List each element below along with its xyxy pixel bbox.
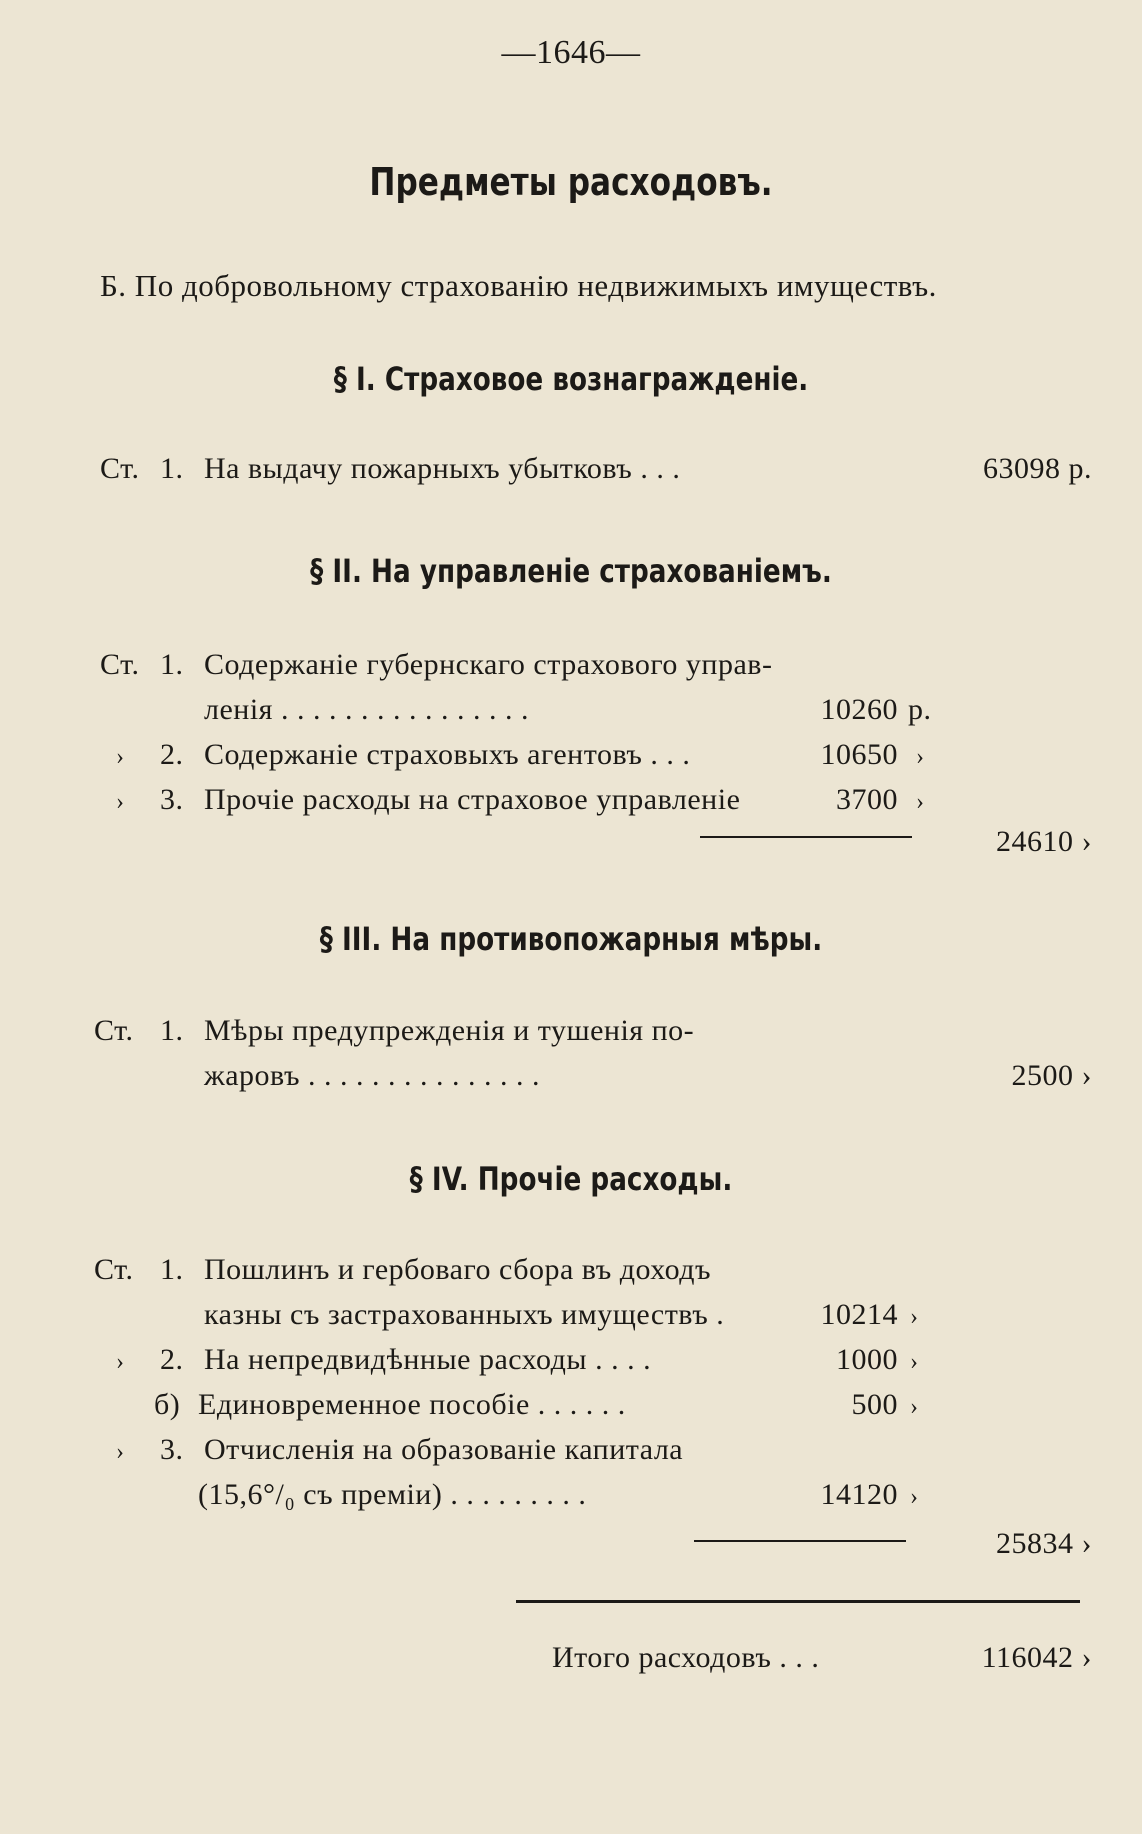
section-heading-4: § IV. Прочіе расходы. [409,1160,733,1198]
item-text: Отчисленія на образованіе капитала [204,1433,684,1466]
item-prefix: Ст. [94,1014,134,1047]
ditto-mark: › [910,1304,919,1330]
item-text: Содержаніе губернскаго страхового управ- [204,648,773,681]
item-text: Единовременное пособіе . . . . . . [198,1388,626,1421]
item-text: На выдачу пожарныхъ убытковъ . . . [204,452,681,485]
item-unit: р. [908,693,932,726]
item-total: 63098 р. [983,452,1092,485]
section-subtotal: 25834 › [996,1527,1092,1560]
page-number: —1646— [501,34,641,71]
item-text: Прочіе расходы на страховое управленіе [204,783,741,816]
item-number: 2. [160,738,184,771]
item-amount: 10214 [820,1298,898,1331]
item-amount: 1000 [836,1343,898,1376]
grand-total-rule [516,1600,1080,1603]
item-number: 3. [160,783,184,816]
section-heading-3: § III. На противопожарныя мѣры. [319,920,823,958]
item-number: 1. [160,452,184,485]
item-text-continued: ленія . . . . . . . . . . . . . . . . [204,693,529,726]
ditto-mark: › [910,1394,919,1420]
ditto-mark: › [916,789,925,815]
item-text: На непредвидѣнные расходы . . . . [204,1343,652,1376]
ditto-mark: › [116,1439,125,1465]
ditto-mark: › [116,789,125,815]
item-prefix: Ст. [100,452,140,485]
ditto-mark: › [910,1349,919,1375]
ditto-mark: › [910,1484,919,1510]
item-number: 1. [160,648,184,681]
ditto-mark: › [916,744,925,770]
item-amount: 3700 [836,783,898,816]
item-number: 1. [160,1014,184,1047]
item-amount: 10260 [820,693,898,726]
subtitle: Б. По добровольному страхованію недвижимыхъ имуществъ. [100,268,937,303]
item-prefix: Ст. [100,648,140,681]
grand-total-value: 116042 › [981,1641,1092,1674]
item-number: 1. [160,1253,184,1286]
item-text: Содержаніе страховыхъ агентовъ . . . [204,738,691,771]
item-text-continued: казны съ застрахованныхъ имуществъ . [204,1298,725,1331]
item-text: Мѣры предупрежденія и тушенія по- [204,1014,695,1047]
section-heading-2: § II. На управленіе страхованіемъ. [310,552,832,590]
page-title: Предметы расходовъ. [369,160,773,204]
item-text: Пошлинъ и гербоваго сбора въ доходъ [204,1253,712,1286]
item-total: 2500 › [1011,1059,1092,1092]
item-text-continued: (15,6°/₀ съ преміи) . . . . . . . . . [198,1478,587,1511]
item-prefix: Ст. [94,1253,134,1286]
ditto-mark: › [116,744,125,770]
item-amount: 10650 [820,738,898,771]
section-subtotal: 24610 › [996,825,1092,858]
subtotal-rule [694,1540,906,1542]
item-amount: 14120 [820,1478,898,1511]
item-number: 2. [160,1343,184,1376]
item-number: б) [154,1388,181,1421]
item-amount: 500 [851,1388,898,1421]
item-text-continued: жаровъ . . . . . . . . . . . . . . . [204,1059,540,1092]
section-heading-1: § I. Страховое вознагражденіе. [333,360,809,398]
ditto-mark: › [116,1349,125,1375]
item-number: 3. [160,1433,184,1466]
grand-total-label: Итого расходовъ . . . [552,1641,820,1674]
